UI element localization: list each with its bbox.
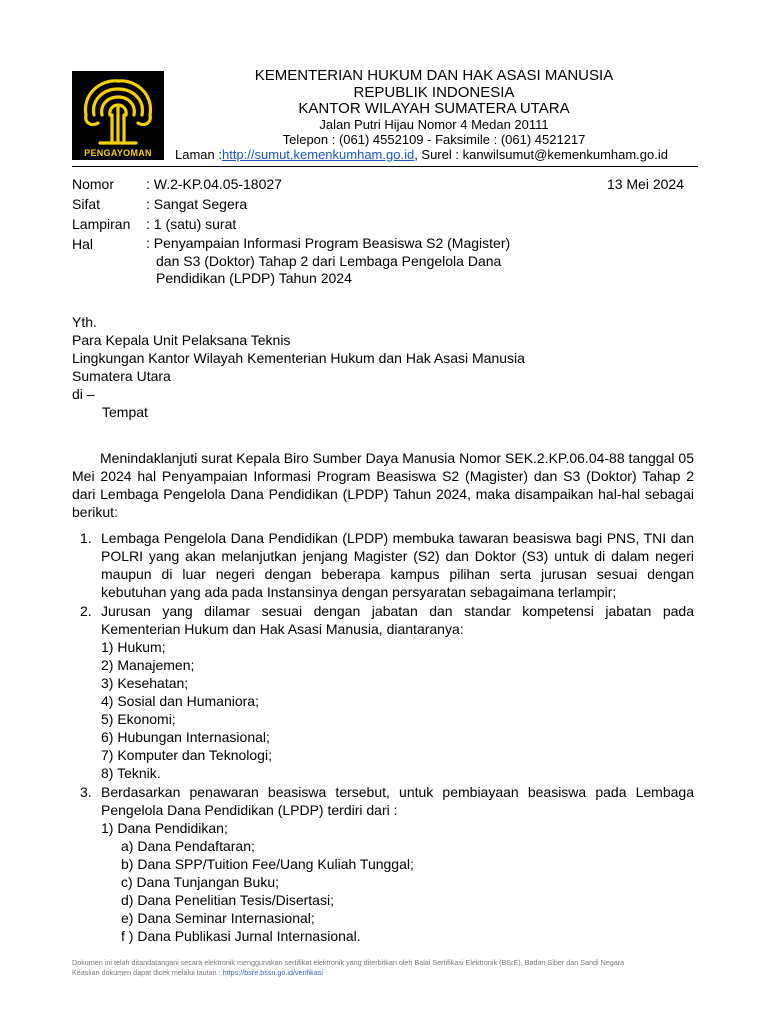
recipient-line: Sumatera Utara [72, 368, 171, 384]
list-item: a) Dana Pendaftaran; [121, 838, 255, 854]
major-list [101, 638, 694, 782]
nomor-value: : W.2-KP.04.05-18027 [146, 176, 282, 192]
item-text: Jurusan yang dilamar sesuai dengan jabatan dan standar kompetensi jabatan pada Kementerian Hukum dan Hak Asasi Manusia, diantaranya: [101, 603, 694, 637]
web-label: Laman : [175, 147, 222, 162]
verification-link[interactable]: https://bsre.bssn.go.id/verifikasi [222, 968, 323, 977]
list-item: 4) Sosial dan Humaniora; [101, 693, 259, 709]
country-name: REPUBLIK INDONESIA [353, 84, 515, 101]
hal-line: dan S3 (Doktor) Tahap 2 dari Lembaga Pengelola Dana [156, 252, 502, 269]
letter-date: 13 Mei 2024 [606, 176, 684, 192]
lampiran-label: Lampiran [72, 216, 131, 232]
item-number: 2. [80, 603, 92, 619]
fund-list [101, 837, 694, 945]
list-item: 6) Hubungan Internasional; [101, 729, 270, 745]
pengayoman-emblem-icon [72, 71, 164, 160]
list-item: d) Dana Penelitian Tesis/Disertasi; [121, 892, 334, 908]
list-item: 8) Teknik. [101, 765, 161, 781]
item-number: 3. [80, 784, 92, 800]
letter-body [72, 449, 694, 945]
recipient-block [72, 313, 525, 421]
hal-label: Hal [72, 236, 94, 252]
office-address: Jalan Putri Hijau Nomor 4 Medan 20111 [319, 117, 549, 132]
website-link[interactable]: http://sumut.kemenkumham.go.id [221, 147, 415, 162]
kemenkumham-logo [72, 71, 164, 160]
esign-footer [72, 958, 698, 978]
footer-line [72, 968, 698, 978]
email-text: , Surel : kanwilsumut@kemenkumham.go.id [414, 147, 668, 162]
recipient-line: Para Kepala Unit Pelaksana Teknis [72, 332, 291, 348]
list-item: e) Dana Seminar Internasional; [121, 910, 315, 926]
office-name: KANTOR WILAYAH SUMATERA UTARA [298, 100, 570, 117]
hal-subject [146, 235, 510, 288]
item-text: Berdasarkan penawaran beasiswa tersebut, untuk pembiayaan beasiswa pada Lembaga Pengelola Dana Pendidikan (LPDP) terdiri dari : [101, 784, 694, 818]
hal-line: : Penyampaian Informasi Program Beasiswa S2 (Magister) [146, 235, 511, 251]
list-item: 7) Komputer dan Teknologi; [101, 747, 272, 763]
opening-paragraph: Menindaklanjuti surat Kepala Biro Sumber Daya Manusia Nomor SEK.2.KP.06.04-88 tanggal 05 Mei 2024 hal Penyampaian Informasi Program Beasiswa S2 (Magister) dan S3 (Doktor) Tahap 2 dari Lembaga Pengelola Dana Pendidikan (LPDP) Tahun 2024, maka disampaikan hal-hal sebagai berikut: [72, 450, 694, 520]
recipient-di: di – [72, 386, 95, 402]
recipient-tempat: Tempat [102, 404, 148, 420]
office-phone: Telepon : (061) 4552109 - Faksimile : (061) 4521217 [282, 132, 586, 147]
list-item: 2) Manajemen; [101, 657, 195, 673]
list-item: b) Dana SPP/Tuition Fee/Uang Kuliah Tunggal; [121, 856, 414, 872]
footer-text: Keaslian dokumen dapat dicek melalui tautan : [72, 968, 221, 977]
nomor-label: Nomor [72, 176, 115, 192]
recipient-line: Lingkungan Kantor Wilayah Kementerian Hukum dan Hak Asasi Manusia [72, 350, 525, 366]
list-item: 3) Kesehatan; [101, 675, 189, 691]
list-item: 5) Ekonomi; [101, 711, 176, 727]
item-text: Lembaga Pengelola Dana Pendidikan (LPDP) membuka tawaran beasiswa bagi PNS, TNI dan POLRI yang akan melanjutkan jenjang Magister (S2) dan Doktor (S3) untuk di dalam negeri maupun di luar negeri dengan beberapa kampus pilihan serta jurusan sesuai dengan kebutuhan yang ada pada Instansinya dengan persyaratan sebagaimana terlampir; [101, 530, 694, 600]
fund-header: 1) Dana Pendidikan; [101, 820, 228, 836]
lampiran-value: : 1 (satu) surat [146, 216, 237, 232]
list-item: c) Dana Tunjangan Buku; [121, 874, 279, 890]
sifat-label: Sifat [72, 196, 101, 212]
list-item-1 [72, 529, 694, 601]
list-item-2 [72, 602, 694, 782]
footer-line: Dokumen ini telah ditandatangani secara elektronik menggunakan sertifikat elektronik yang diterbitkan oleh Balai Sertifikasi Elektronik (BSrE), Badan Siber dan Sandi Negara [72, 958, 625, 967]
hal-line: Pendidikan (LPDP) Tahun 2024 [156, 270, 352, 286]
list-item-3 [72, 783, 694, 945]
recipient-yth: Yth. [72, 314, 97, 330]
list-item: 1) Hukum; [101, 639, 166, 655]
office-contact [175, 147, 735, 163]
list-item: f ) Dana Publikasi Jurnal Internasional. [121, 928, 361, 944]
logo-caption: PENGAYOMAN [84, 148, 152, 158]
sifat-value: : Sangat Segera [146, 196, 248, 212]
letterhead-divider [72, 166, 698, 167]
ministry-name: KEMENTERIAN HUKUM DAN HAK ASASI MANUSIA [254, 67, 614, 84]
item-number: 1. [80, 530, 92, 546]
